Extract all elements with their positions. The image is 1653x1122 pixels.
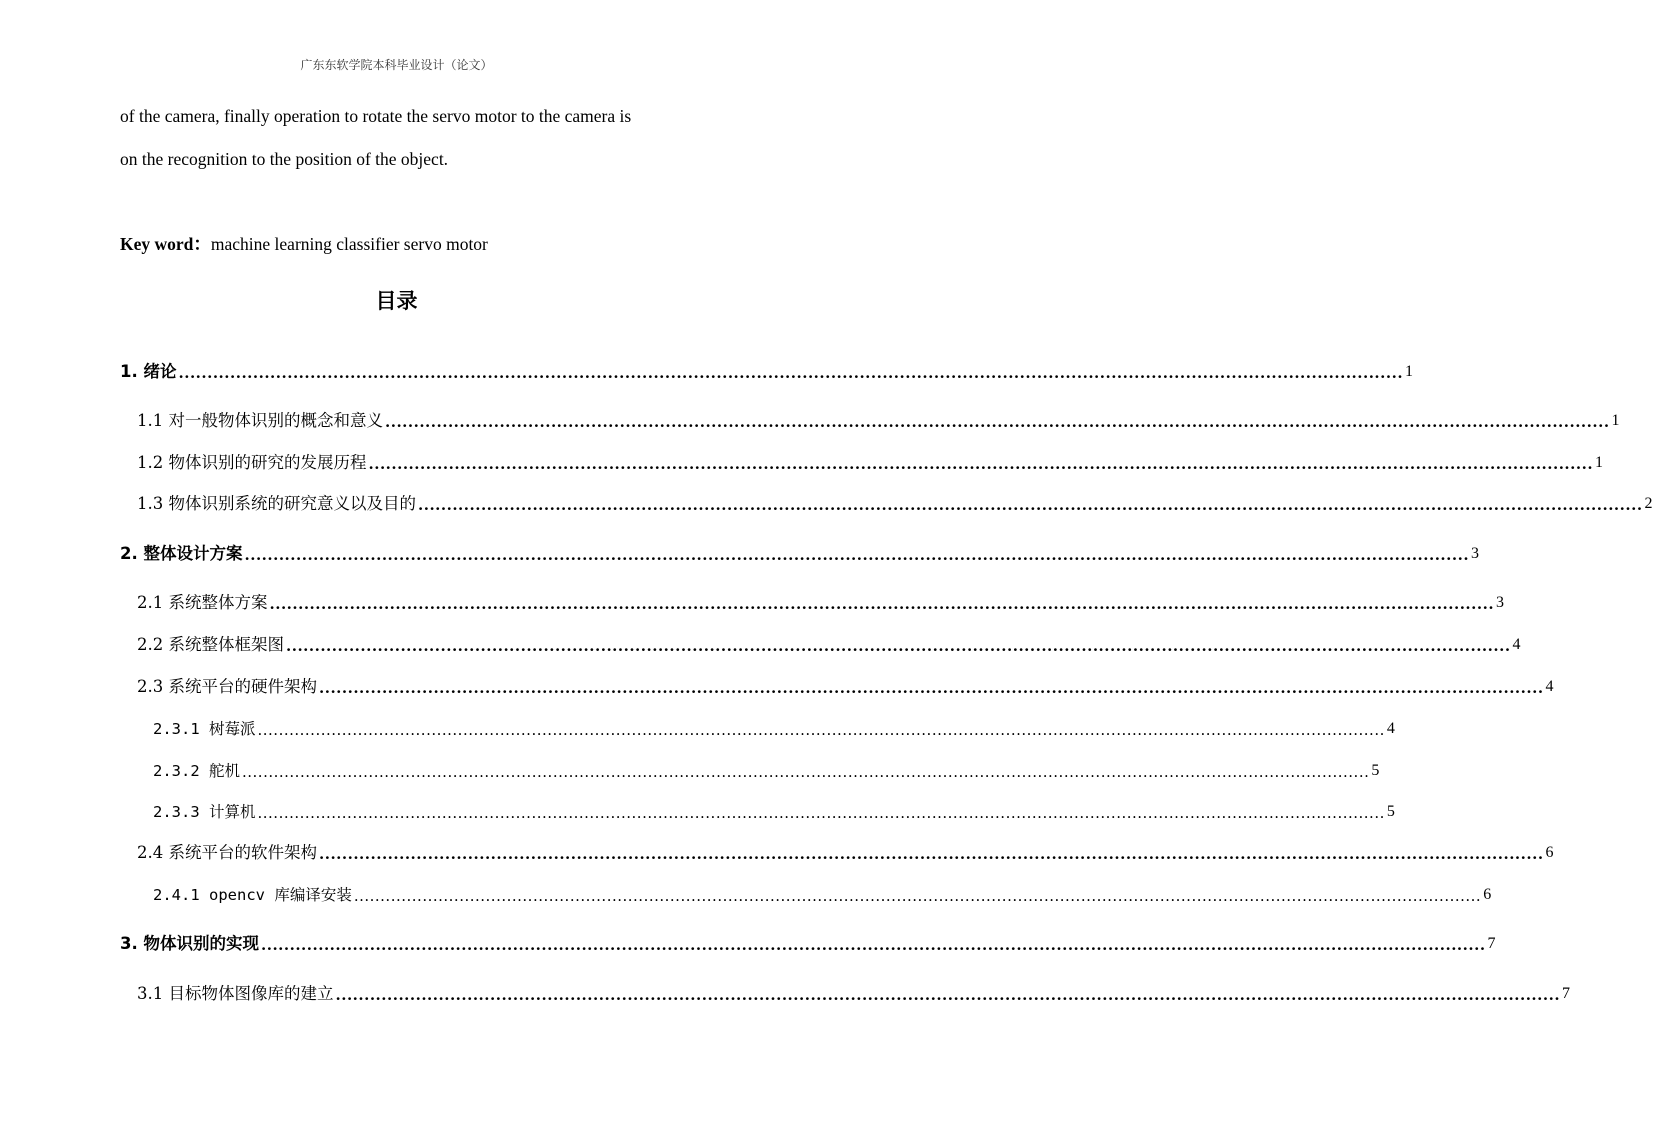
toc-entry-label: 1.2 物体识别的研究的发展历程 bbox=[137, 453, 367, 472]
toc-entry-2-4[interactable] bbox=[0, 840, 1554, 864]
toc-leader-dots: ...................................................................................................................................................................................................................... bbox=[418, 496, 1643, 514]
toc-entry-page: 7 bbox=[1487, 935, 1496, 952]
toc-entry-1[interactable] bbox=[0, 359, 1414, 383]
toc-entry-label: 1. 绪论 bbox=[120, 362, 177, 381]
toc-entry-label: 2.4 系统平台的软件架构 bbox=[137, 843, 317, 862]
toc-entry-2-3-1[interactable] bbox=[0, 716, 1395, 740]
toc-entry-page: 4 bbox=[1386, 720, 1395, 737]
toc-entry-1-1[interactable] bbox=[0, 408, 1620, 432]
toc-leader-dots: ...................................................................................................................................................................................................................... bbox=[368, 455, 1594, 473]
toc-entry-page: 4 bbox=[1512, 636, 1521, 653]
toc-entry-label: 2. 整体设计方案 bbox=[120, 544, 243, 563]
toc-entry-page: 3 bbox=[1471, 545, 1480, 562]
toc-leader-dots: ...................................................................................................................................................................................................................... bbox=[244, 546, 1470, 564]
toc-entry-label: 3. 物体识别的实现 bbox=[120, 934, 259, 953]
toc-entry-page: 5 bbox=[1386, 803, 1395, 820]
toc-leader-dots: ...................................................................................................................................................................................................................... bbox=[286, 637, 1511, 655]
toc-leader-dots: ...................................................................................................................................................................................................................... bbox=[353, 887, 1482, 905]
toc-entry-label: 2.1 系统整体方案 bbox=[137, 593, 268, 612]
toc-entry-label: 2.4.1 opencv 库编译安装 bbox=[153, 886, 352, 904]
toc-entry-3-1[interactable] bbox=[0, 981, 1571, 1005]
toc-entry-page: 6 bbox=[1483, 886, 1492, 903]
toc-leader-dots: ...................................................................................................................................................................................................................... bbox=[319, 845, 1544, 863]
toc-entry-2-3[interactable] bbox=[0, 674, 1554, 698]
keywords-text: machine learning classifier servo motor bbox=[210, 234, 488, 254]
toc-leader-dots: ...................................................................................................................................................................................................................... bbox=[257, 721, 1385, 739]
toc-entry-1-2[interactable] bbox=[0, 450, 1604, 474]
keywords bbox=[120, 231, 488, 256]
toc-entry-2[interactable] bbox=[0, 541, 1480, 565]
toc-entry-label: 2.3.3 计算机 bbox=[153, 803, 256, 821]
toc-entry-3[interactable] bbox=[0, 931, 1496, 955]
page-header: 广东东软学院本科毕业设计（论文） bbox=[300, 58, 493, 72]
toc-entry-label: 2.3.2 舵机 bbox=[153, 762, 240, 780]
toc-entry-1-3[interactable] bbox=[0, 491, 1653, 515]
toc-entry-2-4-1[interactable] bbox=[0, 882, 1492, 906]
toc-entry-page: 2 bbox=[1644, 495, 1653, 512]
abstract-line-2: on the recognition to the position of the object. bbox=[120, 149, 449, 169]
toc-entry-page: 1 bbox=[1405, 363, 1414, 380]
toc-leader-dots: ...................................................................................................................................................................................................................... bbox=[257, 804, 1385, 822]
toc-leader-dots: ...................................................................................................................................................................................................................... bbox=[178, 364, 1404, 382]
toc-entry-page: 5 bbox=[1371, 762, 1380, 779]
toc-entry-2-1[interactable] bbox=[0, 590, 1505, 614]
toc-entry-label: 1.1 对一般物体识别的概念和意义 bbox=[137, 411, 383, 430]
toc-entry-label: 2.3 系统平台的硬件架构 bbox=[137, 677, 317, 696]
toc-entry-page: 1 bbox=[1611, 412, 1620, 429]
toc-entry-page: 1 bbox=[1595, 454, 1604, 471]
header-divider bbox=[120, 80, 673, 81]
abstract-line-1: of the camera, finally operation to rotate the servo motor to the camera is bbox=[120, 106, 632, 126]
toc-leader-dots: ...................................................................................................................................................................................................................... bbox=[242, 763, 1370, 781]
toc-entry-label: 3.1 目标物体图像库的建立 bbox=[137, 984, 334, 1003]
keywords-label: Key word： bbox=[120, 234, 211, 254]
toc-entry-page: 6 bbox=[1545, 844, 1554, 861]
toc-entry-label: 2.3.1 树莓派 bbox=[153, 720, 256, 738]
toc-leader-dots: ...................................................................................................................................................................................................................... bbox=[335, 986, 1561, 1004]
toc-entry-2-3-3[interactable] bbox=[0, 799, 1395, 823]
toc-entry-label: 2.2 系统整体框架图 bbox=[137, 635, 284, 654]
toc-leader-dots: ...................................................................................................................................................................................................................... bbox=[319, 679, 1544, 697]
toc-entry-2-3-2[interactable] bbox=[0, 758, 1380, 782]
toc-leader-dots: ...................................................................................................................................................................................................................... bbox=[385, 413, 1610, 431]
toc-entry-page: 7 bbox=[1562, 985, 1571, 1002]
toc-entry-label: 1.3 物体识别系统的研究意义以及目的 bbox=[137, 494, 416, 513]
toc-entry-2-2[interactable] bbox=[0, 632, 1521, 656]
toc-leader-dots: ...................................................................................................................................................................................................................... bbox=[269, 595, 1495, 613]
toc-title: 目录 bbox=[375, 289, 418, 313]
toc-entry-page: 4 bbox=[1545, 678, 1554, 695]
toc-leader-dots: ...................................................................................................................................................................................................................... bbox=[261, 936, 1486, 954]
toc-entry-page: 3 bbox=[1496, 594, 1505, 611]
